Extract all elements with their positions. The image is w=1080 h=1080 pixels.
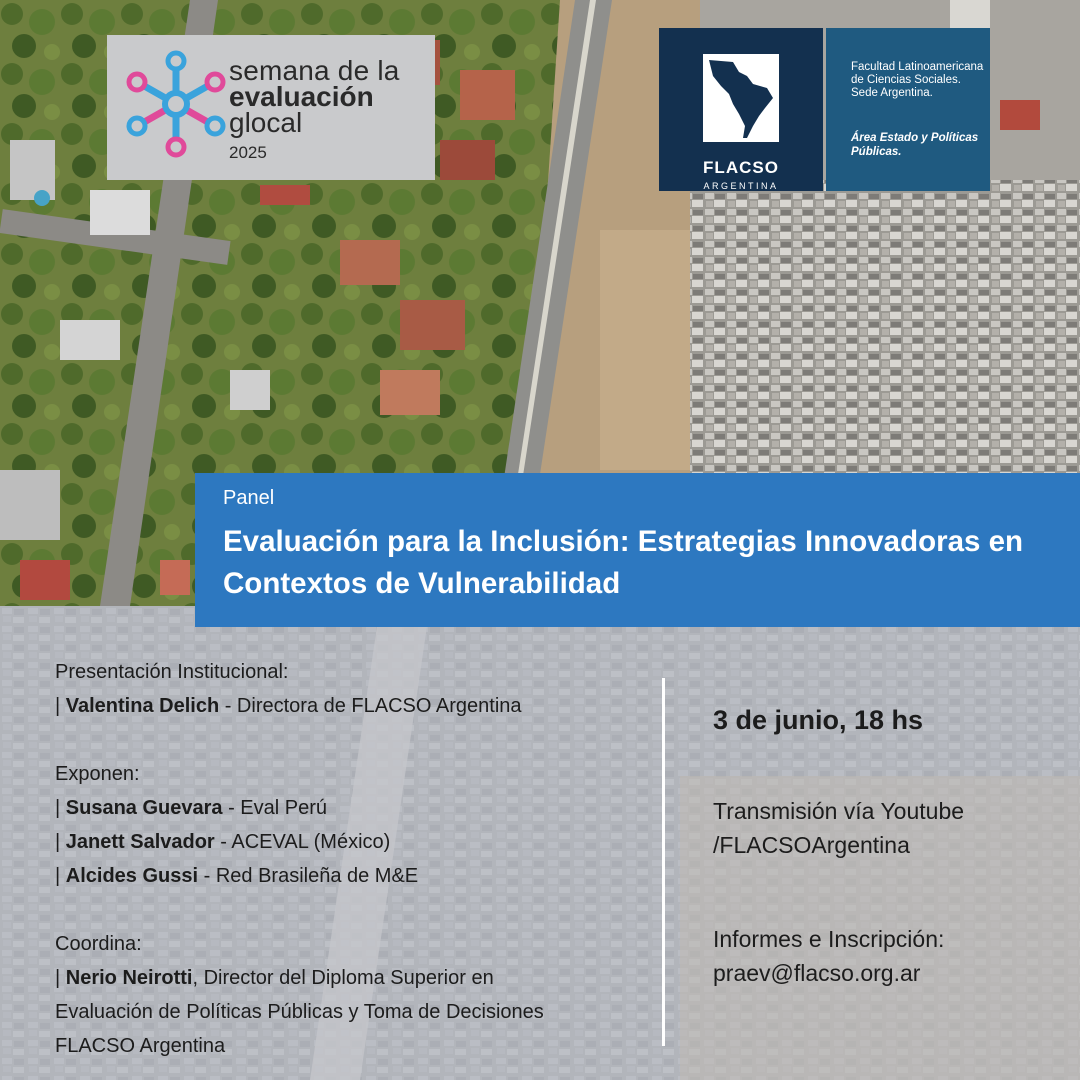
panelist-item (55, 825, 655, 859)
network-star-icon (121, 49, 231, 159)
latin-america-map-icon (703, 54, 779, 142)
speaker-name: Valentina Delich (65, 695, 220, 717)
speaker-prefix: | (55, 695, 66, 717)
logo-line-1: semana de la (229, 55, 400, 86)
institutional-heading: Presentación Institucional: (55, 661, 289, 683)
speaker-role: - ACEVAL (México) (214, 831, 391, 853)
panelist-item (55, 859, 655, 893)
speaker-role: , Director del Diploma Superior en (192, 967, 494, 989)
flacso-country: ARGENTINA (703, 181, 779, 191)
flacso-logo (659, 28, 990, 191)
event-date: 3 de junio, 18 hs (713, 705, 924, 735)
stream-channel: /FLACSOArgentina (713, 832, 910, 858)
flacso-description: Facultad Latinoamericana de Ciencias Sociales. Sede Argentina. (851, 61, 984, 99)
panelists-heading: Exponen: (55, 763, 140, 785)
flacso-name: FLACSO (703, 158, 779, 177)
logo-year: 2025 (229, 143, 267, 162)
speaker-prefix: | (55, 967, 66, 989)
coordinator-item (55, 961, 655, 995)
column-divider (662, 678, 665, 1046)
contact-email[interactable]: praev@flacso.org.ar (713, 960, 921, 986)
speaker-prefix: | (55, 831, 66, 853)
info-heading: Informes e Inscripción: (713, 926, 945, 952)
logo-line-2: evaluación (229, 81, 374, 112)
title-banner (195, 473, 1080, 627)
speaker-name: Janett Salvador (65, 831, 215, 853)
stream-line-1: Transmisión vía Youtube (713, 798, 965, 824)
event-details-column (713, 700, 1053, 990)
event-title: Evaluación para la Inclusión: Estrategias Innovadoras en Contextos de Vulnerabilidad (223, 525, 1024, 600)
coordinator-heading: Coordina: (55, 933, 142, 955)
coordinator-role-line: Evaluación de Políticas Públicas y Toma de Decisiones (55, 1001, 544, 1023)
coordinator-role-line: FLACSO Argentina (55, 1035, 226, 1057)
semana-evaluacion-logo (107, 35, 435, 180)
panelist-item (55, 791, 655, 825)
banner-kicker: Panel (223, 487, 275, 509)
speaker-name: Susana Guevara (65, 797, 223, 819)
flacso-logo-mark-panel (659, 28, 823, 191)
speaker-name: Nerio Neirotti (65, 967, 193, 989)
flacso-area: Área Estado y Políticas Públicas. (851, 132, 979, 158)
speaker-role: - Red Brasileña de M&E (198, 865, 419, 887)
logo-line-3: glocal (229, 107, 303, 138)
speaker-role: - Eval Perú (222, 797, 327, 819)
speaker-prefix: | (55, 865, 66, 887)
institutional-speaker (55, 689, 655, 723)
speaker-role: - Directora de FLACSO Argentina (219, 695, 522, 717)
speaker-name: Alcides Gussi (65, 865, 199, 887)
flacso-logo-text-panel (826, 28, 990, 191)
speakers-column (55, 655, 655, 1063)
speaker-prefix: | (55, 797, 66, 819)
